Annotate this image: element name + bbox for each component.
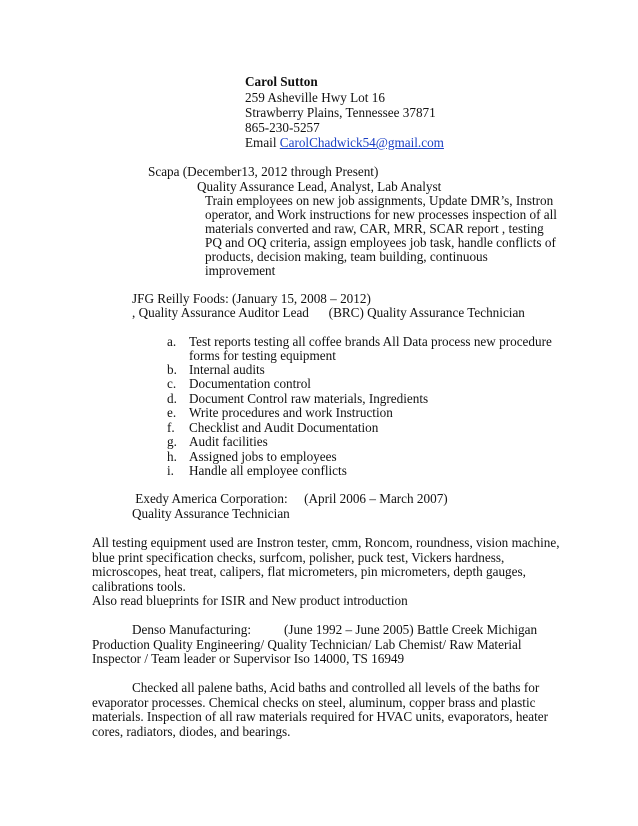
scapa-line-1: Train employees on new job assignments, Update DMR’s, Instron bbox=[205, 193, 554, 208]
equipment-line-1: All testing equipment used are Instron tester, cmm, Roncom, roundness, vision machine, bbox=[92, 535, 560, 550]
email-link[interactable]: CarolChadwick54@gmail.com bbox=[279, 135, 444, 150]
list-marker: i. bbox=[167, 463, 174, 478]
contact-email-line bbox=[245, 136, 444, 151]
list-marker: a. bbox=[167, 334, 177, 349]
scapa-line-2: operator, and Work instructions for new processes inspection of all bbox=[205, 207, 557, 222]
equipment-line-3: microscopes, heat treat, calipers, flat micrometers, pin micrometers, depth gauges, bbox=[92, 564, 526, 579]
list-item-text: Write procedures and work Instruction bbox=[189, 405, 393, 420]
scapa-line-6: improvement bbox=[205, 263, 276, 278]
list-item-text: Checklist and Audit Documentation bbox=[189, 420, 379, 435]
exedy-heading: Exedy America Corporation: (April 2006 – March 2007) bbox=[132, 491, 448, 506]
list-item-text: Document Control raw materials, Ingredients bbox=[189, 391, 429, 406]
denso-heading: Denso Manufacturing: (June 1992 – June 2005) Battle Creek Michigan bbox=[132, 622, 538, 637]
list-marker: c. bbox=[167, 376, 177, 391]
list-marker: e. bbox=[167, 405, 177, 420]
scapa-line-5: products, decision making, team building, continuous bbox=[205, 249, 488, 264]
baths-line-2: evaporator processes. Chemical checks on steel, aluminum, copper brass and plastic bbox=[92, 695, 536, 710]
contact-name: Carol Sutton bbox=[245, 74, 318, 89]
list-item-text: Documentation control bbox=[189, 376, 311, 391]
list-item-text: Test reports testing all coffee brands All Data process new procedure bbox=[189, 334, 552, 349]
scapa-title: Quality Assurance Lead, Analyst, Lab Analyst bbox=[197, 179, 442, 194]
list-marker: d. bbox=[167, 391, 177, 406]
denso-line-2: Inspector / Team leader or Supervisor Iso 14000, TS 16949 bbox=[92, 651, 405, 666]
list-item-text: forms for testing equipment bbox=[189, 348, 336, 363]
equipment-line-2: blue print specification checks, surfcom, polisher, puck test, Vickers hardness, bbox=[92, 550, 505, 565]
contact-address-line-1: 259 Asheville Hwy Lot 16 bbox=[245, 90, 385, 105]
contact-phone: 865-230-5257 bbox=[245, 120, 320, 135]
list-marker: b. bbox=[167, 362, 177, 377]
jfg-title: , Quality Assurance Auditor Lead (BRC) Quality Assurance Technician bbox=[132, 305, 525, 320]
scapa-heading: Scapa (December13, 2012 through Present) bbox=[148, 164, 379, 179]
list-marker: f. bbox=[167, 420, 175, 435]
equipment-line-4: calibrations tools. bbox=[92, 579, 186, 594]
list-item-text: Handle all employee conflicts bbox=[189, 463, 347, 478]
baths-line-3: materials. Inspection of all raw materials required for HVAC units, evaporators, heater bbox=[92, 709, 549, 724]
scapa-line-4: PQ and OQ criteria, assign employees job task, handle conflicts of bbox=[205, 235, 556, 250]
list-marker: g. bbox=[167, 434, 177, 449]
equipment-line-5: Also read blueprints for ISIR and New product introduction bbox=[92, 593, 408, 608]
list-item-text: Assigned jobs to employees bbox=[189, 449, 337, 464]
jfg-heading: JFG Reilly Foods: (January 15, 2008 – 2012) bbox=[132, 291, 371, 306]
email-label: Email bbox=[245, 135, 280, 150]
list-item-text: Internal audits bbox=[189, 362, 265, 377]
scapa-line-3: materials converted and raw, CAR, MRR, SCAR report , testing bbox=[205, 221, 544, 236]
denso-line-1: Production Quality Engineering/ Quality Technician/ Lab Chemist/ Raw Material bbox=[92, 637, 522, 652]
exedy-title: Quality Assurance Technician bbox=[132, 506, 290, 521]
contact-address-line-2: Strawberry Plains, Tennessee 37871 bbox=[245, 105, 436, 120]
baths-line-1: Checked all palene baths, Acid baths and controlled all levels of the baths for bbox=[132, 680, 540, 695]
baths-line-4: cores, radiators, diodes, and bearings. bbox=[92, 724, 291, 739]
list-marker: h. bbox=[167, 449, 177, 464]
list-item-text: Audit facilities bbox=[189, 434, 268, 449]
